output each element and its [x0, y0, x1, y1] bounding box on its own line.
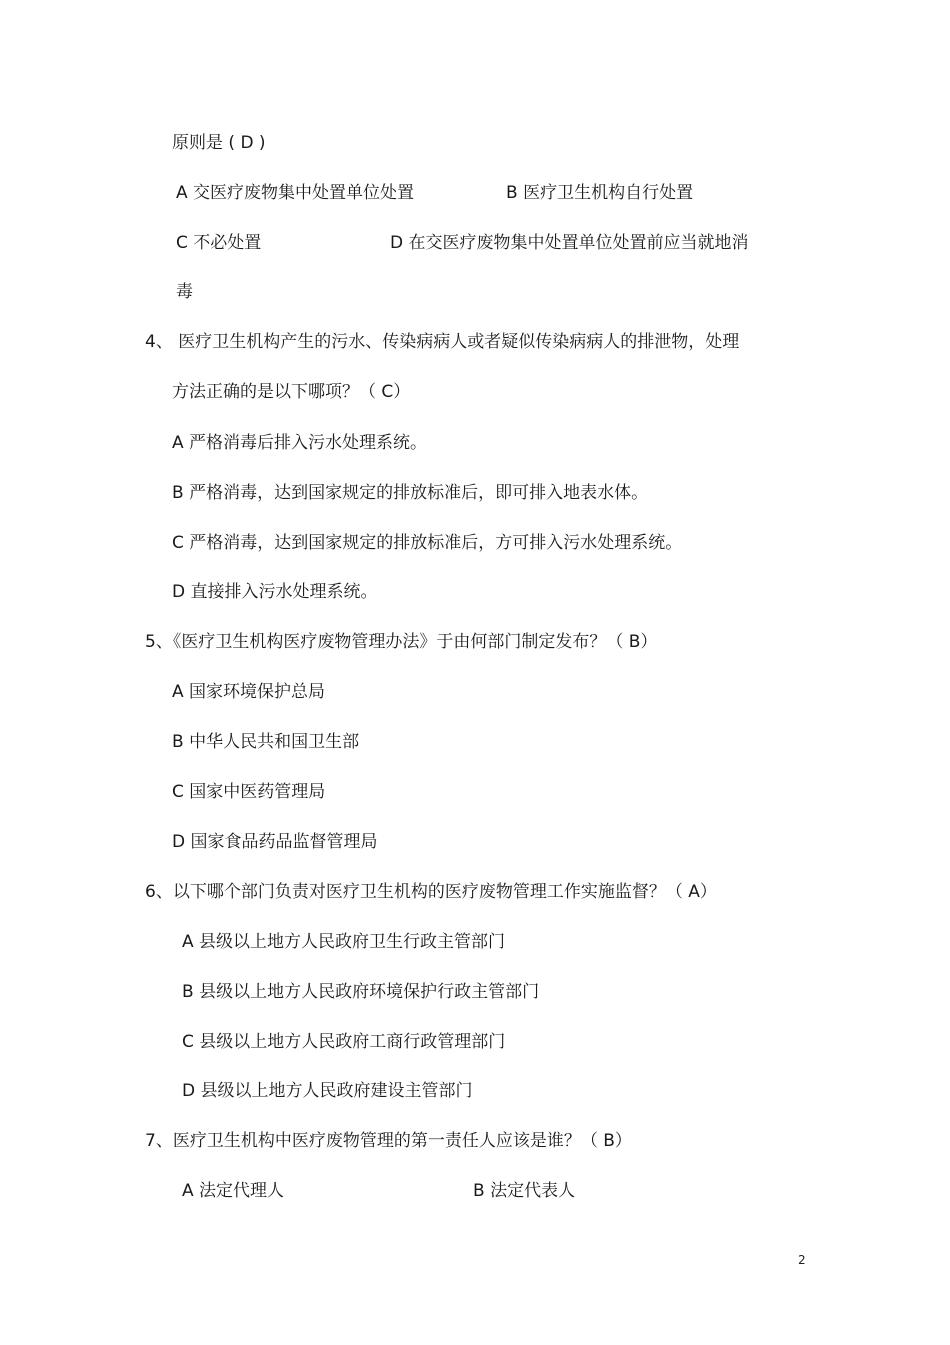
q3-continuation: 原则是 ( D ): [172, 133, 266, 153]
q5-option-a: A 国家环境保护总局: [172, 682, 326, 702]
q5-option-b: B 中华人民共和国卫生部: [172, 732, 360, 752]
q3-option-d-wrap: 毒: [176, 282, 193, 302]
q4-option-a: A 严格消毒后排入污水处理系统。: [172, 433, 428, 453]
q7-option-a: A 法定代理人: [182, 1181, 285, 1201]
q4-option-d: D 直接排入污水处理系统。: [172, 582, 378, 602]
q7-option-b: B 法定代表人: [473, 1181, 576, 1201]
q6-question: 6、以下哪个部门负责对医疗卫生机构的医疗废物管理工作实施监督？（ A）: [145, 882, 717, 902]
q7-question: 7、医疗卫生机构中医疗废物管理的第一责任人应该是谁？（ B）: [145, 1131, 632, 1151]
q5-question: 5、《医疗卫生机构医疗废物管理办法》于由何部门制定发布？（ B）: [145, 632, 658, 652]
q4-question-cont: 方法正确的是以下哪项？（ C）: [172, 382, 411, 402]
q3-option-d: D 在交医疗废物集中处置单位处置前应当就地消: [390, 233, 749, 253]
q3-option-b: B 医疗卫生机构自行处置: [506, 183, 694, 203]
q5-option-c: C 国家中医药管理局: [172, 782, 326, 802]
q6-option-b: B 县级以上地方人民政府环境保护行政主管部门: [182, 982, 540, 1002]
q6-option-c: C 县级以上地方人民政府工商行政管理部门: [182, 1032, 506, 1052]
q6-option-d: D 县级以上地方人民政府建设主管部门: [182, 1081, 473, 1101]
q5-option-d: D 国家食品药品监督管理局: [172, 832, 378, 852]
q3-option-a: A 交医疗废物集中处置单位处置: [176, 183, 415, 203]
q4-option-b: B 严格消毒，达到国家规定的排放标准后，即可排入地表水体。: [172, 483, 649, 503]
q3-option-c: C 不必处置: [176, 233, 262, 253]
q4-option-c: C 严格消毒，达到国家规定的排放标准后，方可排入污水处理系统。: [172, 533, 683, 553]
q4-question: 4、 医疗卫生机构产生的污水、传染病病人或者疑似传染病病人的排泄物，处理: [145, 332, 740, 352]
page-number: 2: [798, 1253, 806, 1267]
q6-option-a: A 县级以上地方人民政府卫生行政主管部门: [182, 932, 506, 952]
